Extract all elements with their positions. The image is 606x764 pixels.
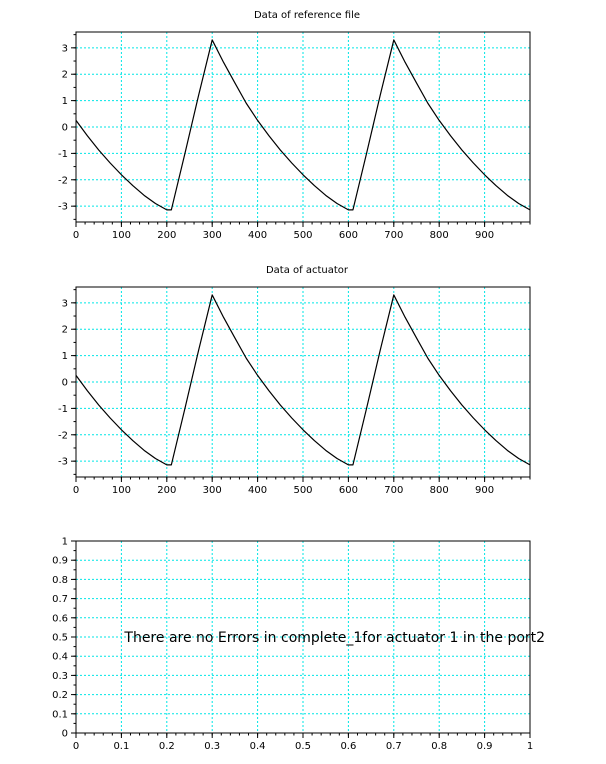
- y-tick-label: 0.6: [52, 613, 68, 625]
- y-tick-label: 2: [61, 324, 68, 336]
- x-tick-label: 0.7: [385, 741, 402, 752]
- plot-1: [58, 10, 530, 241]
- x-tick-label: 900: [475, 485, 495, 496]
- y-tick-label: 0: [61, 728, 68, 740]
- x-tick-label: 600: [338, 485, 358, 496]
- x-tick-label: 800: [429, 485, 449, 496]
- y-tick-label: 0.2: [52, 690, 68, 702]
- y-tick-label: 0.8: [52, 574, 68, 586]
- y-tick-label: -3: [58, 201, 68, 213]
- x-tick-label: 0.5: [295, 741, 311, 752]
- y-tick-label: 0.9: [52, 555, 68, 567]
- y-tick-label: 0.3: [52, 670, 68, 682]
- status-message: There are no Errors in complete_1for actuator 1 in the port2: [124, 630, 546, 646]
- y-tick-label: -2: [58, 430, 68, 442]
- y-tick-label: 0: [61, 122, 68, 134]
- x-tick-label: 0.9: [476, 741, 493, 752]
- x-tick-label: 200: [157, 230, 177, 241]
- y-tick-label: 3: [61, 298, 68, 310]
- y-tick-label: 1: [61, 96, 68, 108]
- y-tick-label: 0.7: [52, 594, 68, 606]
- plot-title: Data of reference file: [253, 10, 361, 21]
- y-tick-label: -1: [58, 403, 68, 415]
- plot-2: [58, 265, 530, 496]
- x-tick-label: 800: [429, 230, 449, 241]
- y-tick-label: 1: [61, 351, 68, 363]
- y-tick-label: 0.5: [52, 632, 68, 644]
- x-tick-label: 600: [338, 230, 358, 241]
- x-tick-label: 100: [111, 230, 131, 241]
- plot-3: [52, 537, 545, 753]
- x-tick-label: 400: [248, 230, 268, 241]
- x-tick-label: 0.8: [431, 741, 448, 752]
- x-tick-label: 0.2: [158, 741, 175, 752]
- x-tick-label: 900: [475, 230, 495, 241]
- y-tick-label: 0.1: [52, 709, 68, 721]
- y-tick-label: 0.4: [52, 651, 68, 663]
- x-tick-label: 200: [157, 485, 177, 496]
- x-tick-label: 700: [384, 485, 404, 496]
- x-tick-label: 0: [72, 741, 80, 752]
- x-tick-label: 700: [384, 230, 404, 241]
- x-tick-label: 500: [293, 230, 313, 241]
- x-tick-label: 0.3: [204, 741, 221, 752]
- x-tick-label: 400: [248, 485, 268, 496]
- x-tick-label: 500: [293, 485, 313, 496]
- x-tick-label: 0.6: [340, 741, 357, 752]
- x-tick-label: 0: [72, 485, 80, 496]
- y-tick-label: 2: [61, 69, 68, 81]
- x-tick-label: 300: [202, 230, 222, 241]
- y-tick-label: -1: [58, 148, 68, 160]
- y-tick-label: 1: [61, 536, 68, 548]
- x-tick-label: 0.4: [249, 741, 266, 752]
- y-tick-label: 0: [61, 377, 68, 389]
- x-tick-label: 300: [202, 485, 222, 496]
- x-tick-label: 0.1: [113, 741, 130, 752]
- x-tick-label: 100: [111, 485, 131, 496]
- y-tick-label: -3: [58, 456, 68, 468]
- y-tick-label: 3: [61, 43, 68, 55]
- plot-title: Data of actuator: [265, 265, 349, 276]
- x-tick-label: 0: [72, 230, 80, 241]
- x-tick-label: 1: [526, 741, 534, 752]
- y-tick-label: -2: [58, 175, 68, 187]
